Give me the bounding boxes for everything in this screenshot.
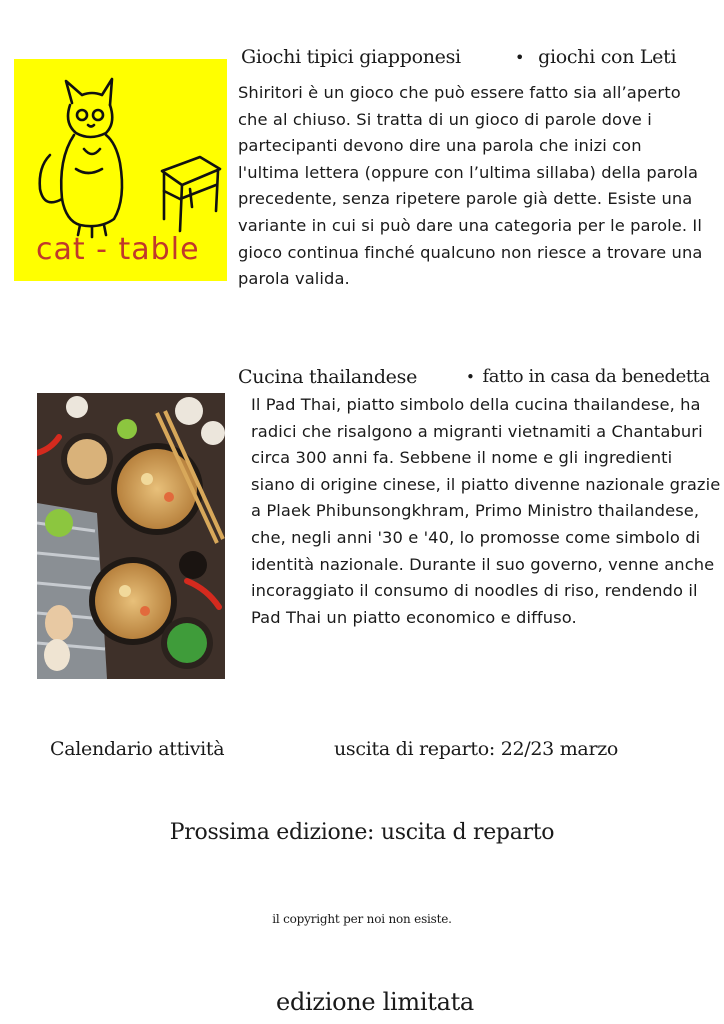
cooking-title: Cucina thailandese bbox=[238, 366, 418, 388]
cooking-tag: • fatto in casa da benedetta bbox=[466, 366, 710, 387]
logo-text: cat - table bbox=[36, 232, 200, 267]
games-title: Giochi tipici giapponesi bbox=[241, 46, 461, 68]
calendar-label: Calendario attività bbox=[50, 738, 225, 760]
cat-table-logo bbox=[14, 59, 227, 281]
copyright-note: il copyright per noi non esiste. bbox=[272, 912, 452, 926]
next-edition: Prossima edizione: uscita d reparto bbox=[169, 820, 555, 845]
cooking-body: Il Pad Thai, piatto simbolo della cucina thailandese, ha radici che risalgono a migranti vietnamiti a Chantaburi circa 300 anni fa. Sebbene il nome e gli ingredienti siano di origine cinese, il piatto divenne nazionale grazie a Plaek Phibunsongkhram, Primo Ministro thailandese, che, negli anni '30 e '40, lo promosse come simbolo di identità nazionale. Durante il suo governo, venne anche incoraggiato il consumo di noodles di riso, rendendo il Pad Thai un piatto economico e diffuso. bbox=[251, 395, 721, 627]
pad-thai-photo bbox=[37, 393, 225, 679]
games-body: Shiritori è un gioco che può essere fatto sia all’aperto che al chiuso. Si tratta di un gioco di parole dove i partecipanti devono dire una parola che inizi con l'ultima lettera (oppure con l’ultima sillaba) della parola precedente, senza ripetere parole già dette. Esiste una variante in cui si può dare una categoria per le parole. Il gioco continua finché qualcuno non riesce a trovare una parola valida. bbox=[238, 83, 703, 289]
games-tag: • giochi con Leti bbox=[515, 46, 676, 68]
limited-edition: edizione limitata bbox=[276, 988, 474, 1016]
calendar-value: uscita di reparto: 22/23 marzo bbox=[334, 738, 619, 760]
